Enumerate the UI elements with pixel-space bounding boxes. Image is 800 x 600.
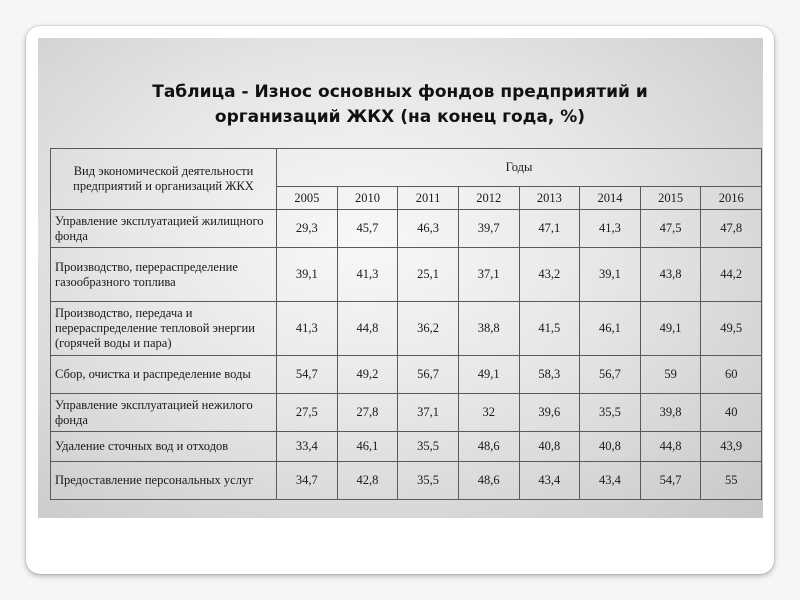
table-cell: 32 <box>458 394 519 432</box>
table-cell: 27,5 <box>277 394 338 432</box>
year-header: 2013 <box>519 187 580 210</box>
row-label: Удаление сточных вод и отходов <box>51 432 277 462</box>
table-cell: 35,5 <box>398 462 459 500</box>
years-group-header: Годы <box>277 149 762 187</box>
year-header: 2010 <box>337 187 398 210</box>
table-cell: 56,7 <box>580 356 641 394</box>
table-cell: 37,1 <box>458 248 519 302</box>
table-cell: 44,8 <box>640 432 701 462</box>
table-cell: 39,8 <box>640 394 701 432</box>
table-cell: 40,8 <box>580 432 641 462</box>
table-cell: 41,3 <box>277 302 338 356</box>
table-cell: 48,6 <box>458 462 519 500</box>
table-cell: 39,1 <box>277 248 338 302</box>
table-cell: 56,7 <box>398 356 459 394</box>
table-cell: 43,4 <box>580 462 641 500</box>
table-cell: 27,8 <box>337 394 398 432</box>
table-cell: 44,8 <box>337 302 398 356</box>
table-cell: 39,1 <box>580 248 641 302</box>
table-cell: 45,7 <box>337 210 398 248</box>
table-cell: 41,3 <box>580 210 641 248</box>
table-row <box>51 394 762 432</box>
table-cell: 49,1 <box>458 356 519 394</box>
table-cell: 43,9 <box>701 432 762 462</box>
table-cell: 54,7 <box>640 462 701 500</box>
table-cell: 38,8 <box>458 302 519 356</box>
table-cell: 49,1 <box>640 302 701 356</box>
table-row <box>51 210 762 248</box>
table-cell: 46,3 <box>398 210 459 248</box>
year-header: 2016 <box>701 187 762 210</box>
table-cell: 40,8 <box>519 432 580 462</box>
title-line-2: организаций ЖКХ (на конец года, %) <box>214 107 586 127</box>
table-cell: 60 <box>701 356 762 394</box>
table-cell: 49,2 <box>337 356 398 394</box>
table-cell: 42,8 <box>337 462 398 500</box>
row-label: Управление эксплуатацией жилищного фонда <box>51 210 277 248</box>
year-header: 2015 <box>640 187 701 210</box>
row-label: Управление эксплуатацией нежилого фонда <box>51 394 277 432</box>
table-cell: 40 <box>701 394 762 432</box>
year-header: 2011 <box>398 187 459 210</box>
table-cell: 43,4 <box>519 462 580 500</box>
table-row <box>51 356 762 394</box>
table-cell: 55 <box>701 462 762 500</box>
table-cell: 43,2 <box>519 248 580 302</box>
table-cell: 59 <box>640 356 701 394</box>
row-label: Сбор, очистка и распределение воды <box>51 356 277 394</box>
table-cell: 35,5 <box>580 394 641 432</box>
row-label: Предоставление персональных услуг <box>51 462 277 500</box>
table-cell: 54,7 <box>277 356 338 394</box>
table-cell: 39,7 <box>458 210 519 248</box>
table-cell: 48,6 <box>458 432 519 462</box>
year-header: 2012 <box>458 187 519 210</box>
table-cell: 58,3 <box>519 356 580 394</box>
table-row <box>51 248 762 302</box>
year-header: 2005 <box>277 187 338 210</box>
table-cell: 29,3 <box>277 210 338 248</box>
table-row <box>51 432 762 462</box>
table-cell: 49,5 <box>701 302 762 356</box>
row-label: Производство, перераспределение газообразного топлива <box>51 248 277 302</box>
table-cell: 25,1 <box>398 248 459 302</box>
table-row <box>51 302 762 356</box>
table-cell: 34,7 <box>277 462 338 500</box>
table-cell: 35,5 <box>398 432 459 462</box>
slide-title <box>50 80 750 130</box>
wear-table <box>50 148 762 500</box>
corner-header: Вид экономической деятельности предприятий и организаций ЖКХ <box>51 149 277 210</box>
table-cell: 47,1 <box>519 210 580 248</box>
year-header: 2014 <box>580 187 641 210</box>
table-cell: 46,1 <box>580 302 641 356</box>
table-cell: 39,6 <box>519 394 580 432</box>
table-cell: 37,1 <box>398 394 459 432</box>
table-cell: 41,5 <box>519 302 580 356</box>
title-line-1: Таблица - Износ основных фондов предприятий и <box>152 82 648 102</box>
table-cell: 47,5 <box>640 210 701 248</box>
table-cell: 46,1 <box>337 432 398 462</box>
table-cell: 43,8 <box>640 248 701 302</box>
table-cell: 41,3 <box>337 248 398 302</box>
table-row <box>51 462 762 500</box>
table-cell: 47,8 <box>701 210 762 248</box>
table-cell: 44,2 <box>701 248 762 302</box>
row-label: Производство, передача и перераспределение тепловой энергии (горячей воды и пара) <box>51 302 277 356</box>
table-cell: 36,2 <box>398 302 459 356</box>
table-cell: 33,4 <box>277 432 338 462</box>
